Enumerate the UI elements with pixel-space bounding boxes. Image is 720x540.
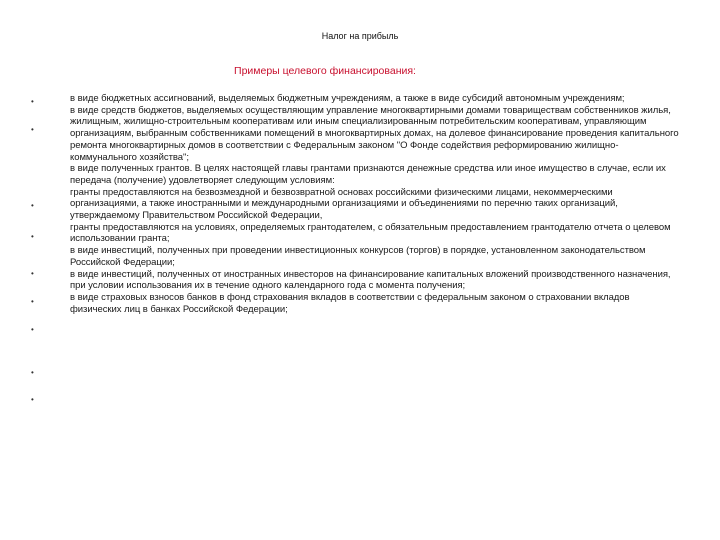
list-item: в виде бюджетных ассигнований, выделяемых бюджетным учреждениям, а также в виде субсидий автономным учреждениям; [70,93,625,104]
list-item: гранты предоставляются на безвозмездной и безвозвратной основах российскими физическими лицами, некоммерческими организациями, а также иностранными и международными организациями и объединениями по перечню таких организаций, утверждаемому Правительством Российской Федерации, [70,186,618,222]
bullet-marker: • [31,125,34,134]
bullet-marker: • [31,232,34,241]
bullet-marker: • [31,368,34,377]
list-item: гранты предоставляются на условиях, определяемых грантодателем, с обязательным предоставлением грантодателю отчета о целевом использовании гранта; [70,221,671,245]
financing-examples-text [70,93,682,315]
list-item: в виде инвестиций, полученных от иностранных инвесторов на финансирование капитальных вложений производственного назначения, при условии использования их в течение одного календарного года с момента получения; [70,268,671,292]
list-item: в виде инвестиций, полученных при проведении инвестиционных конкурсов (торгов) в порядке, установленном законодательством Российской Федерации; [70,245,646,268]
bullet-column [0,0,60,540]
bullet-marker: • [31,395,34,404]
list-item: в виде полученных грантов. В целях настоящей главы грантами признаются денежные средства или иное имущество в случае, если их передача (получение) удовлетворяет следующим условиям: [70,163,666,186]
bullet-marker: • [31,97,34,106]
bullet-marker: • [31,325,34,334]
list-item: в виде средств бюджетов, выделяемых осуществляющим управление многоквартирными домами товариществам собственников жилья, жилищным, жилищно-строительным кооперативам или иным специализированным потребительским кооперативам, управляющим организациям, выбранным собственниками помещений в многоквартирных домах, на долевое финансирование проведения капитального ремонта многоквартирных домов в соответствии с Федеральным законом "О Фонде содействия реформированию жилищно-коммунального хозяйства"; [70,104,679,163]
list-item: в виде страховых взносов банков в фонд страхования вкладов в соответствии с федеральным законом о страховании вкладов физических лиц в банках Российской Федерации; [70,291,630,315]
bullet-marker: • [31,269,34,278]
slide-title: Налог на прибыль [321,31,399,41]
section-heading: Примеры целевого финансирования: [234,65,416,77]
bullet-marker: • [31,201,34,210]
bullet-marker: • [31,297,34,306]
